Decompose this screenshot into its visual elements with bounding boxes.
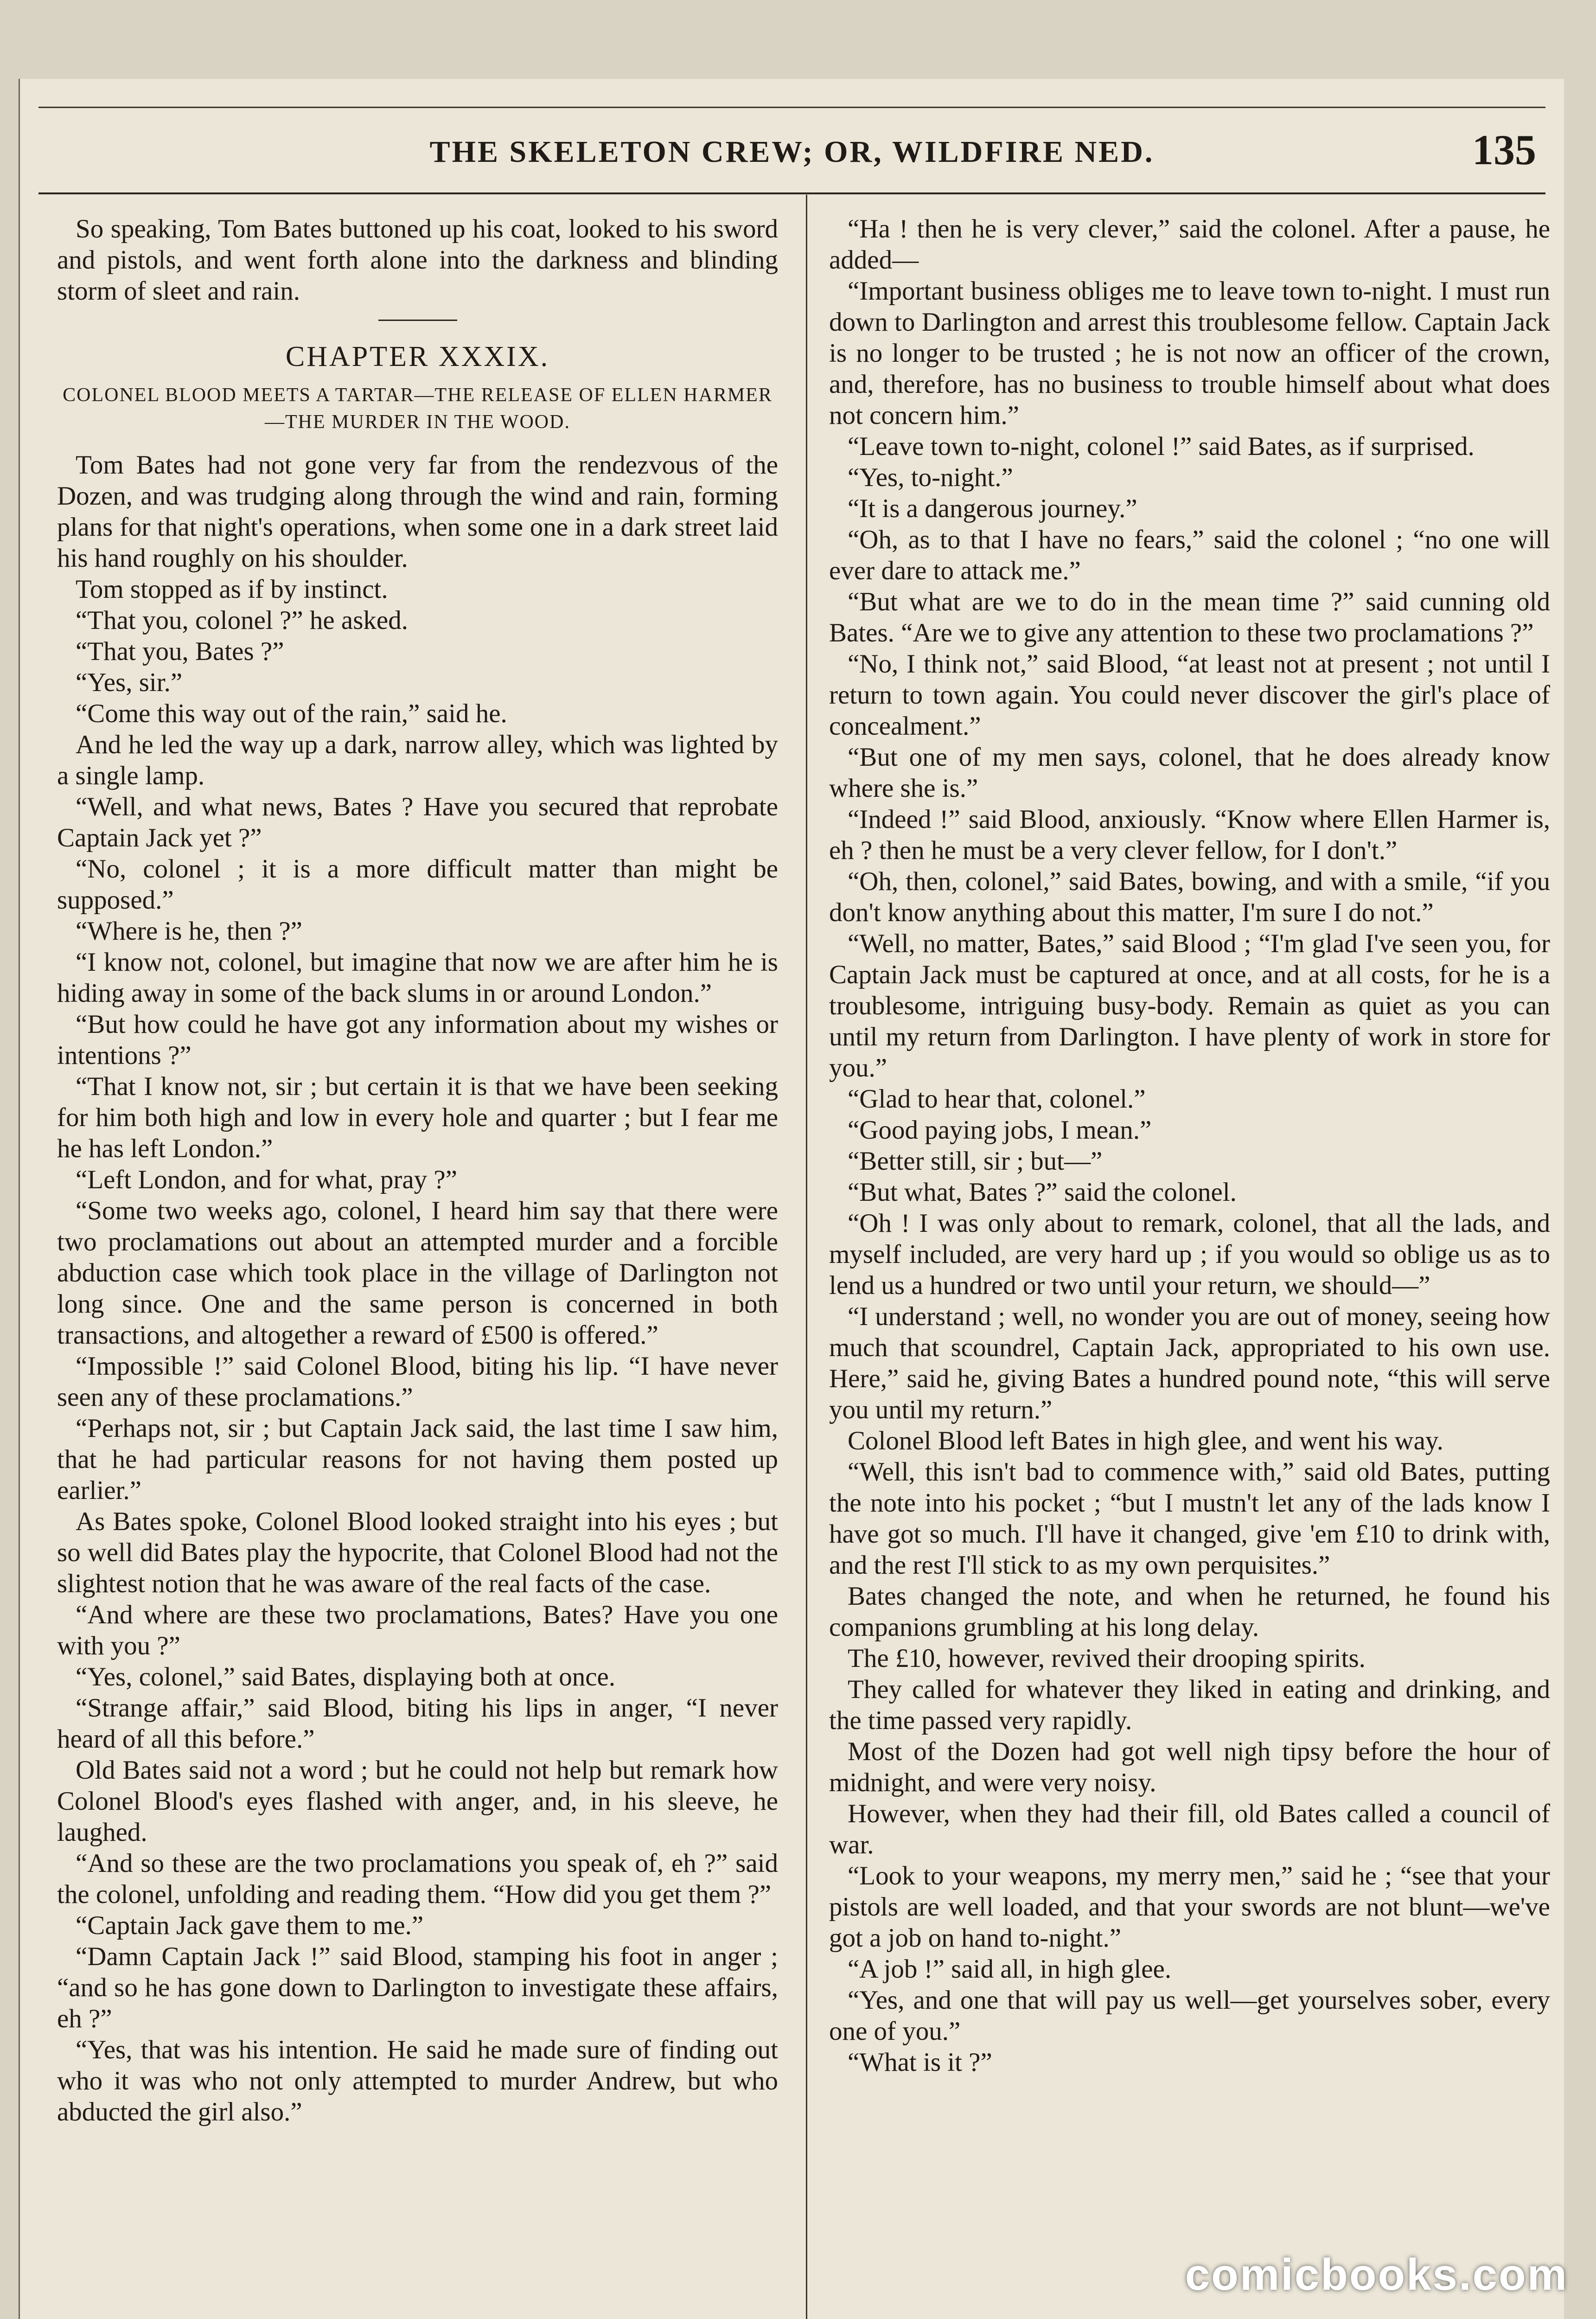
paragraph: “Some two weeks ago, colonel, I heard him say that there were two proclamations out about an attempted murder and a forcible abduction case which took place in the village of Darlington not long since. One and the same person is concerned in both transactions, and altogether a reward of £500 is offered.” — [57, 1196, 778, 1350]
paragraph: “But one of my men says, colonel, that he does already know where she is.” — [829, 743, 1550, 803]
chapter-summary: COLONEL BLOOD MEETS A TARTAR—THE RELEASE OF ELLEN HARMER—THE MURDER IN THE WOOD. — [63, 384, 772, 433]
paragraph: Tom Bates had not gone very far from the rendezvous of the Dozen, and was trudging along through the wind and rain, forming plans for that night's operations, when some one in a dark street laid his hand roughly on his shoulder. — [57, 450, 778, 573]
paragraph: The £10, however, revived their drooping spirits. — [848, 1644, 1366, 1673]
column-divider — [806, 195, 807, 2319]
paragraph: “Better still, sir ; but—” — [848, 1147, 1103, 1176]
header-rule-top — [38, 107, 1545, 108]
paragraph: “Well, and what news, Bates ? Have you secured that reprobate Captain Jack yet ?” — [57, 792, 778, 852]
paragraph: “I know not, colonel, but imagine that now we are after him he is hiding away in some of the back slums in or around London.” — [57, 948, 778, 1008]
paragraph: “Important business obliges me to leave town to-night. I must run down to Darlington and arrest this troublesome fellow. Captain Jack is no longer to be trusted ; he is not now an officer of the crown, and, therefore, has no business to trouble himself about what does not concern him.” — [829, 276, 1550, 430]
paragraph: “Perhaps not, sir ; but Captain Jack said, the last time I saw him, that he had particular reasons for not having them posted up earlier.” — [57, 1414, 778, 1505]
paragraph: “Good paying jobs, I mean.” — [848, 1115, 1152, 1145]
paragraph: “Glad to hear that, colonel.” — [848, 1084, 1146, 1114]
paragraph: “Where is he, then ?” — [76, 916, 302, 946]
paragraph: “And so these are the two proclamations you speak of, eh ?” said the colonel, unfolding and reading them. “How did you get them ?” — [57, 1849, 778, 1909]
paragraph: Tom stopped as if by instinct. — [76, 575, 388, 604]
right-paragraphs — [829, 213, 1550, 2078]
paragraph: “Left London, and for what, pray ?” — [76, 1165, 457, 1194]
paragraph: “Yes, to-night.” — [848, 463, 1013, 492]
paragraph: Most of the Dozen had got well nigh tipsy before the hour of midnight, and were very noisy. — [829, 1737, 1550, 1797]
paragraph: “That you, colonel ?” he asked. — [76, 606, 408, 635]
paragraph: Colonel Blood left Bates in high glee, and went his way. — [848, 1426, 1443, 1455]
paragraph: “Ha ! then he is very clever,” said the colonel. After a pause, he added— — [829, 214, 1550, 275]
paragraph: “Yes, that was his intention. He said he made sure of finding out who it was who not only attempted to murder Andrew, but who abducted the girl also.” — [57, 2035, 778, 2127]
chapter-title: CHAPTER XXXIX. — [285, 341, 550, 372]
paragraph: Bates changed the note, and when he returned, he found his companions grumbling at his long delay. — [829, 1582, 1550, 1642]
paragraph: “Come this way out of the rain,” said he. — [76, 699, 507, 728]
paragraph: “That I know not, sir ; but certain it is that we have been seeking for him both high and low in every hole and quarter ; but I fear me he has left London.” — [57, 1072, 778, 1163]
paragraph: “Captain Jack gave them to me.” — [76, 1911, 424, 1940]
paragraph: “Impossible !” said Colonel Blood, biting his lip. “I have never seen any of these proclamations.” — [57, 1352, 778, 1412]
opening-paragraph: So speaking, Tom Bates buttoned up his coat, looked to his sword and pistols, and went forth alone into the darkness and blinding storm of sleet and rain. — [57, 214, 778, 306]
page-sheet — [19, 79, 1564, 2319]
paragraph: As Bates spoke, Colonel Blood looked straight into his eyes ; but so well did Bates play the hypocrite, that Colonel Blood had not the slightest notion that he was aware of the real facts of the case. — [57, 1507, 778, 1598]
paragraph: “That you, Bates ?” — [76, 637, 284, 666]
paragraph: “Well, this isn't bad to commence with,” said old Bates, putting the note into his pocket ; “but I mustn't let any of the lads know I have got so much. I'll have it changed, give 'em £10 to drink with, and the rest I'll stick to as my own perquisites.” — [829, 1457, 1550, 1580]
paragraph: “But what, Bates ?” said the colonel. — [848, 1178, 1237, 1207]
paragraph: “Yes, sir.” — [76, 668, 183, 697]
page-frame — [38, 107, 1550, 2319]
paragraph: “Leave town to-night, colonel !” said Bates, as if surprised. — [848, 432, 1475, 461]
paragraph: However, when they had their fill, old Bates called a council of war. — [829, 1799, 1550, 1859]
paragraph: “Yes, and one that will pay us well—get yourselves sober, every one of you.” — [829, 1986, 1550, 2046]
paragraph: “No, I think not,” said Blood, “at least not at present ; not until I return to town again. You could never discover the girl's place of concealment.” — [829, 649, 1550, 741]
paragraph: And he led the way up a dark, narrow alley, which was lighted by a single lamp. — [57, 730, 778, 790]
paragraph: “Look to your weapons, my merry men,” said he ; “see that your pistols are well loaded, and that your swords are not blunt—we've got a job on hand to-night.” — [829, 1861, 1550, 1953]
paragraph: “I understand ; well, no wonder you are out of money, seeing how much that scoundrel, Captain Jack, appropriated to his own use. Here,” said he, giving Bates a hundred pound note, “this will serve you until my return.” — [829, 1302, 1550, 1424]
paragraph: “No, colonel ; it is a more difficult matter than might be supposed.” — [57, 854, 778, 915]
paragraph: “But how could he have got any information about my wishes or intentions ?” — [57, 1010, 778, 1070]
running-head — [38, 125, 1545, 181]
running-title: THE SKELETON CREW; OR, WILDFIRE NED. — [429, 135, 1155, 169]
header-rule-bottom — [38, 192, 1545, 194]
right-column — [829, 213, 1550, 2078]
paragraph: “Strange affair,” said Blood, biting his lips in anger, “I never heard of all this before.” — [57, 1693, 778, 1754]
section-rule — [378, 320, 457, 321]
left-paragraphs — [57, 449, 778, 2127]
paragraph: “Indeed !” said Blood, anxiously. “Know where Ellen Harmer is, eh ? then he must be a very clever fellow, for I don't.” — [829, 805, 1550, 865]
paragraph: “Well, no matter, Bates,” said Blood ; “I'm glad I've seen you, for Captain Jack must be captured at once, and at all costs, for he is a troublesome, intriguing busy-body. Remain as quiet as you can until my return from Darlington. I have plenty of work in store for you.” — [829, 929, 1550, 1083]
paragraph: They called for whatever they liked in eating and drinking, and the time passed very rapidly. — [829, 1675, 1550, 1735]
paragraph: “It is a dangerous journey.” — [848, 494, 1137, 523]
left-column — [57, 213, 778, 2127]
paragraph: “Damn Captain Jack !” said Blood, stamping his foot in anger ; “and so he has gone down to Darlington to investigate these affairs, eh ?” — [57, 1942, 778, 2033]
paragraph: “Yes, colonel,” said Bates, displaying both at once. — [76, 1662, 616, 1691]
paragraph: “But what are we to do in the mean time ?” said cunning old Bates. “Are we to give any attention to these two proclamations ?” — [829, 587, 1550, 647]
paragraph: “What is it ?” — [848, 2048, 992, 2077]
paragraph: “Oh ! I was only about to remark, colonel, that all the lads, and myself included, are very hard up ; if you would so oblige us as to lend us a hundred or two until your return, we should—” — [829, 1209, 1550, 1300]
page-number: 135 — [1472, 126, 1536, 173]
paragraph: “A job !” said all, in high glee. — [848, 1954, 1172, 1984]
watermark-logo: comicbooks.com — [1185, 2250, 1568, 2300]
paragraph: “Oh, as to that I have no fears,” said the colonel ; “no one will ever dare to attack me.” — [829, 525, 1550, 585]
paragraph: Old Bates said not a word ; but he could not help but remark how Colonel Blood's eyes flashed with anger, and, in his sleeve, he laughed. — [57, 1755, 778, 1847]
paragraph: “And where are these two proclamations, Bates? Have you one with you ?” — [57, 1600, 778, 1660]
paragraph: “Oh, then, colonel,” said Bates, bowing, and with a smile, “if you don't know anything about this matter, I'm sure I do not.” — [829, 867, 1550, 927]
